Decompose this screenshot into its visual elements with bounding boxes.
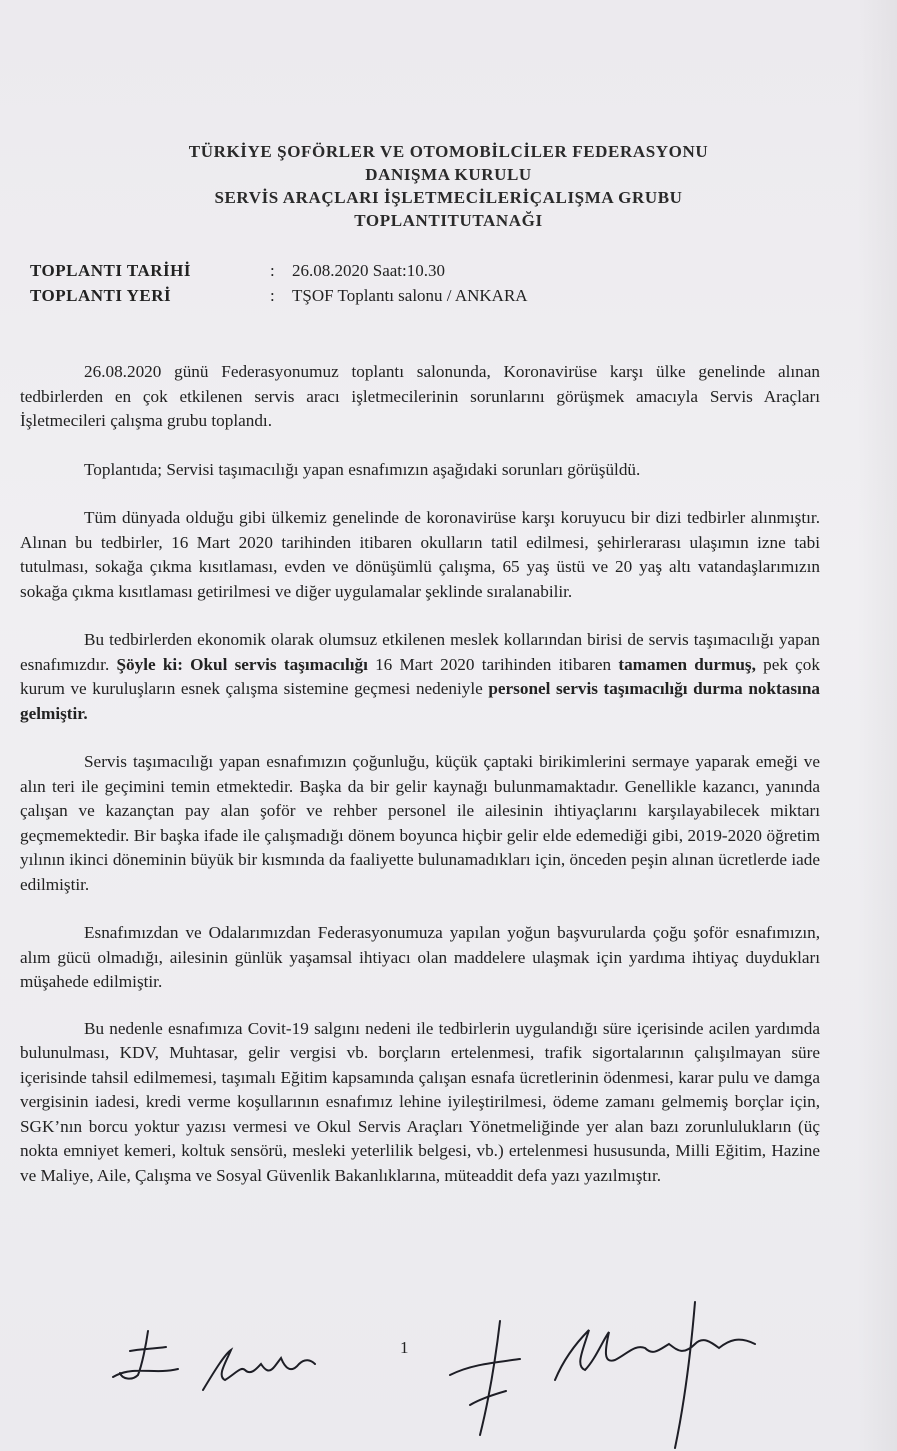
- page-number: 1: [400, 1338, 409, 1357]
- meeting-info: [30, 258, 528, 308]
- meeting-date-row: [30, 258, 528, 283]
- header-line-federation: TÜRKİYE ŞOFÖRLER VE OTOMOBİLCİLER FEDERASYONU: [188, 142, 709, 161]
- meeting-place-value: TŞOF Toplantı salonu / ANKARA: [292, 286, 528, 305]
- document-header: [0, 140, 897, 232]
- header-line-minutes: TOPLANTITUTANAĞI: [354, 211, 543, 230]
- paragraph-measures: Tüm dünyada olduğu gibi ülkemiz genelinde de koronavirüse karşı koruyucu bir dizi tedbirler alınmıştır. Alınan bu tedbirler, 16 Mart 2020 tarihinden itibaren okulların tatil edilmesi, şehirlerarası ulaşımın izne tabi tutulması, sokağa çıkma kısıtlaması, evden ve dönüşümlü çalışma, 65 yaş üstü ve 20 yaş altı vatandaşlarımızın sokağa çıkma kısıtlaması getirilmesi ve diğer uygulamalar şeklinde sıralanabilir.: [20, 508, 820, 601]
- paragraph-applications: Esnafımızdan ve Odalarımızdan Federasyonumuza yapılan yoğun başvurularda çoğu şoför esnafımızın, alım gücü olmadığı, ailesinin günlük yaşamsal ihtiyacı olan maddelere ulaşmak için yardıma ihtiyaç duydukları müşahede edilmiştir.: [20, 923, 820, 991]
- meeting-place-separator: :: [270, 286, 275, 305]
- meeting-date-value: 26.08.2020 Saat:10.30: [292, 261, 445, 280]
- header-line-board: DANIŞMA KURULU: [365, 165, 532, 184]
- paragraph-agenda: Toplantıda; Servisi taşımacılığı yapan esnafımızın aşağıdaki sorunları görüşüldü.: [84, 459, 641, 479]
- paragraph-livelihood: Servis taşımacılığı yapan esnafımızın çoğunluğu, küçük çaptaki birikimlerini sermaye yaparak emeği ve alın teri ile geçimini temin etmektedir. Başka da bir gelir kaynağı bulunmamaktadır. Genellikle kazancı, yanında çalışan ve kazançtan pay alan şoför ve rehber personel ile ailesinin ihtiyaçlarını karşılayabilecek miktarı geçmemektedir. Bir başka ifade ile çalışmadığı dönem boyunca hiçbir gelir elde edemediği gibi, 2019-2020 öğretim yılının ikinci döneminin büyük bir kısmında da faaliyette bulunamadıkları için, önceden peşin alınan ücretlerde iade edilmiştir.: [20, 752, 820, 894]
- signature-3: [440, 1315, 530, 1445]
- signature-2: [195, 1340, 325, 1395]
- signature-4: [545, 1300, 775, 1450]
- meeting-place-row: [30, 283, 528, 308]
- impact-bold-3: personel servis taşımacılığı durma noktasına gelmiştir.: [20, 679, 820, 723]
- signature-1: [108, 1325, 198, 1385]
- meeting-date-separator: :: [270, 261, 275, 280]
- header-line-group: SERVİS ARAÇLARI İŞLETMECİLERİÇALIŞMA GRUBU: [214, 188, 683, 207]
- paragraph-intro: 26.08.2020 günü Federasyonumuz toplantı salonunda, Koronavirüse karşı ülke genelinde alınan tedbirlerden en çok etkilenen servis aracı işletmecilerinin sorunlarını görüşmek amacıyla Servis Araçları İşletmecileri çalışma grubu toplandı.: [20, 362, 820, 430]
- impact-text-3: pek çok kurum ve kuruluşların esnek çalışma sistemine geçmesi nedeniyle: [20, 654, 820, 698]
- impact-text-2: 16 Mart 2020 tarihinden itibaren: [367, 654, 619, 674]
- impact-bold-2: tamamen durmuş,: [618, 654, 756, 674]
- meeting-date-label: TOPLANTI TARİHİ: [30, 261, 192, 280]
- paragraph-impact: [20, 628, 820, 726]
- impact-text-1: Bu tedbirlerden ekonomik olarak olumsuz etkilenen meslek kollarından birisi de servis taşımacılığı yapan esnafımızdır.: [20, 630, 820, 674]
- meeting-place-label: TOPLANTI YERİ: [30, 286, 172, 305]
- impact-bold-1: Şöyle ki: Okul servis taşımacılığı: [116, 654, 368, 674]
- paragraph-requests: Bu nedenle esnafımıza Covit-19 salgını nedeni ile tedbirlerin uygulandığı süre içerisinde acilen yardımda bulunulması, KDV, Muhtasar, gelir vergisi vb. borçların ertelenmesi, trafik sigortalarının çalışılmayan süre içerisinde tahsil edilmemesi, taşımalı Eğitim kapsamında çalışan esnafa ücretlerinin ödenmesi, karar pulu ve damga vergisinin iadesi, kredi verme koşullarının esnafımız lehine iyileştirilmesi, ödeme zamanı gelmemiş borçlar için, SGK’nın borcu yoktur yazısı vermesi ve Okul Servis Araçları Yönetmeliğinde yer alan bazı zorunlulukların (üç nokta emniyet kemeri, koltuk sensörü, mesleki yeterlilik belgesi, vb.) ertelenmesi hususunda, Milli Eğitim, Hazine ve Maliye, Aile, Çalışma ve Sosyal Güvenlik Bakanlıklarına, müteaddit defa yazı yazılmıştır.: [20, 1018, 820, 1185]
- document-body: [20, 360, 820, 1212]
